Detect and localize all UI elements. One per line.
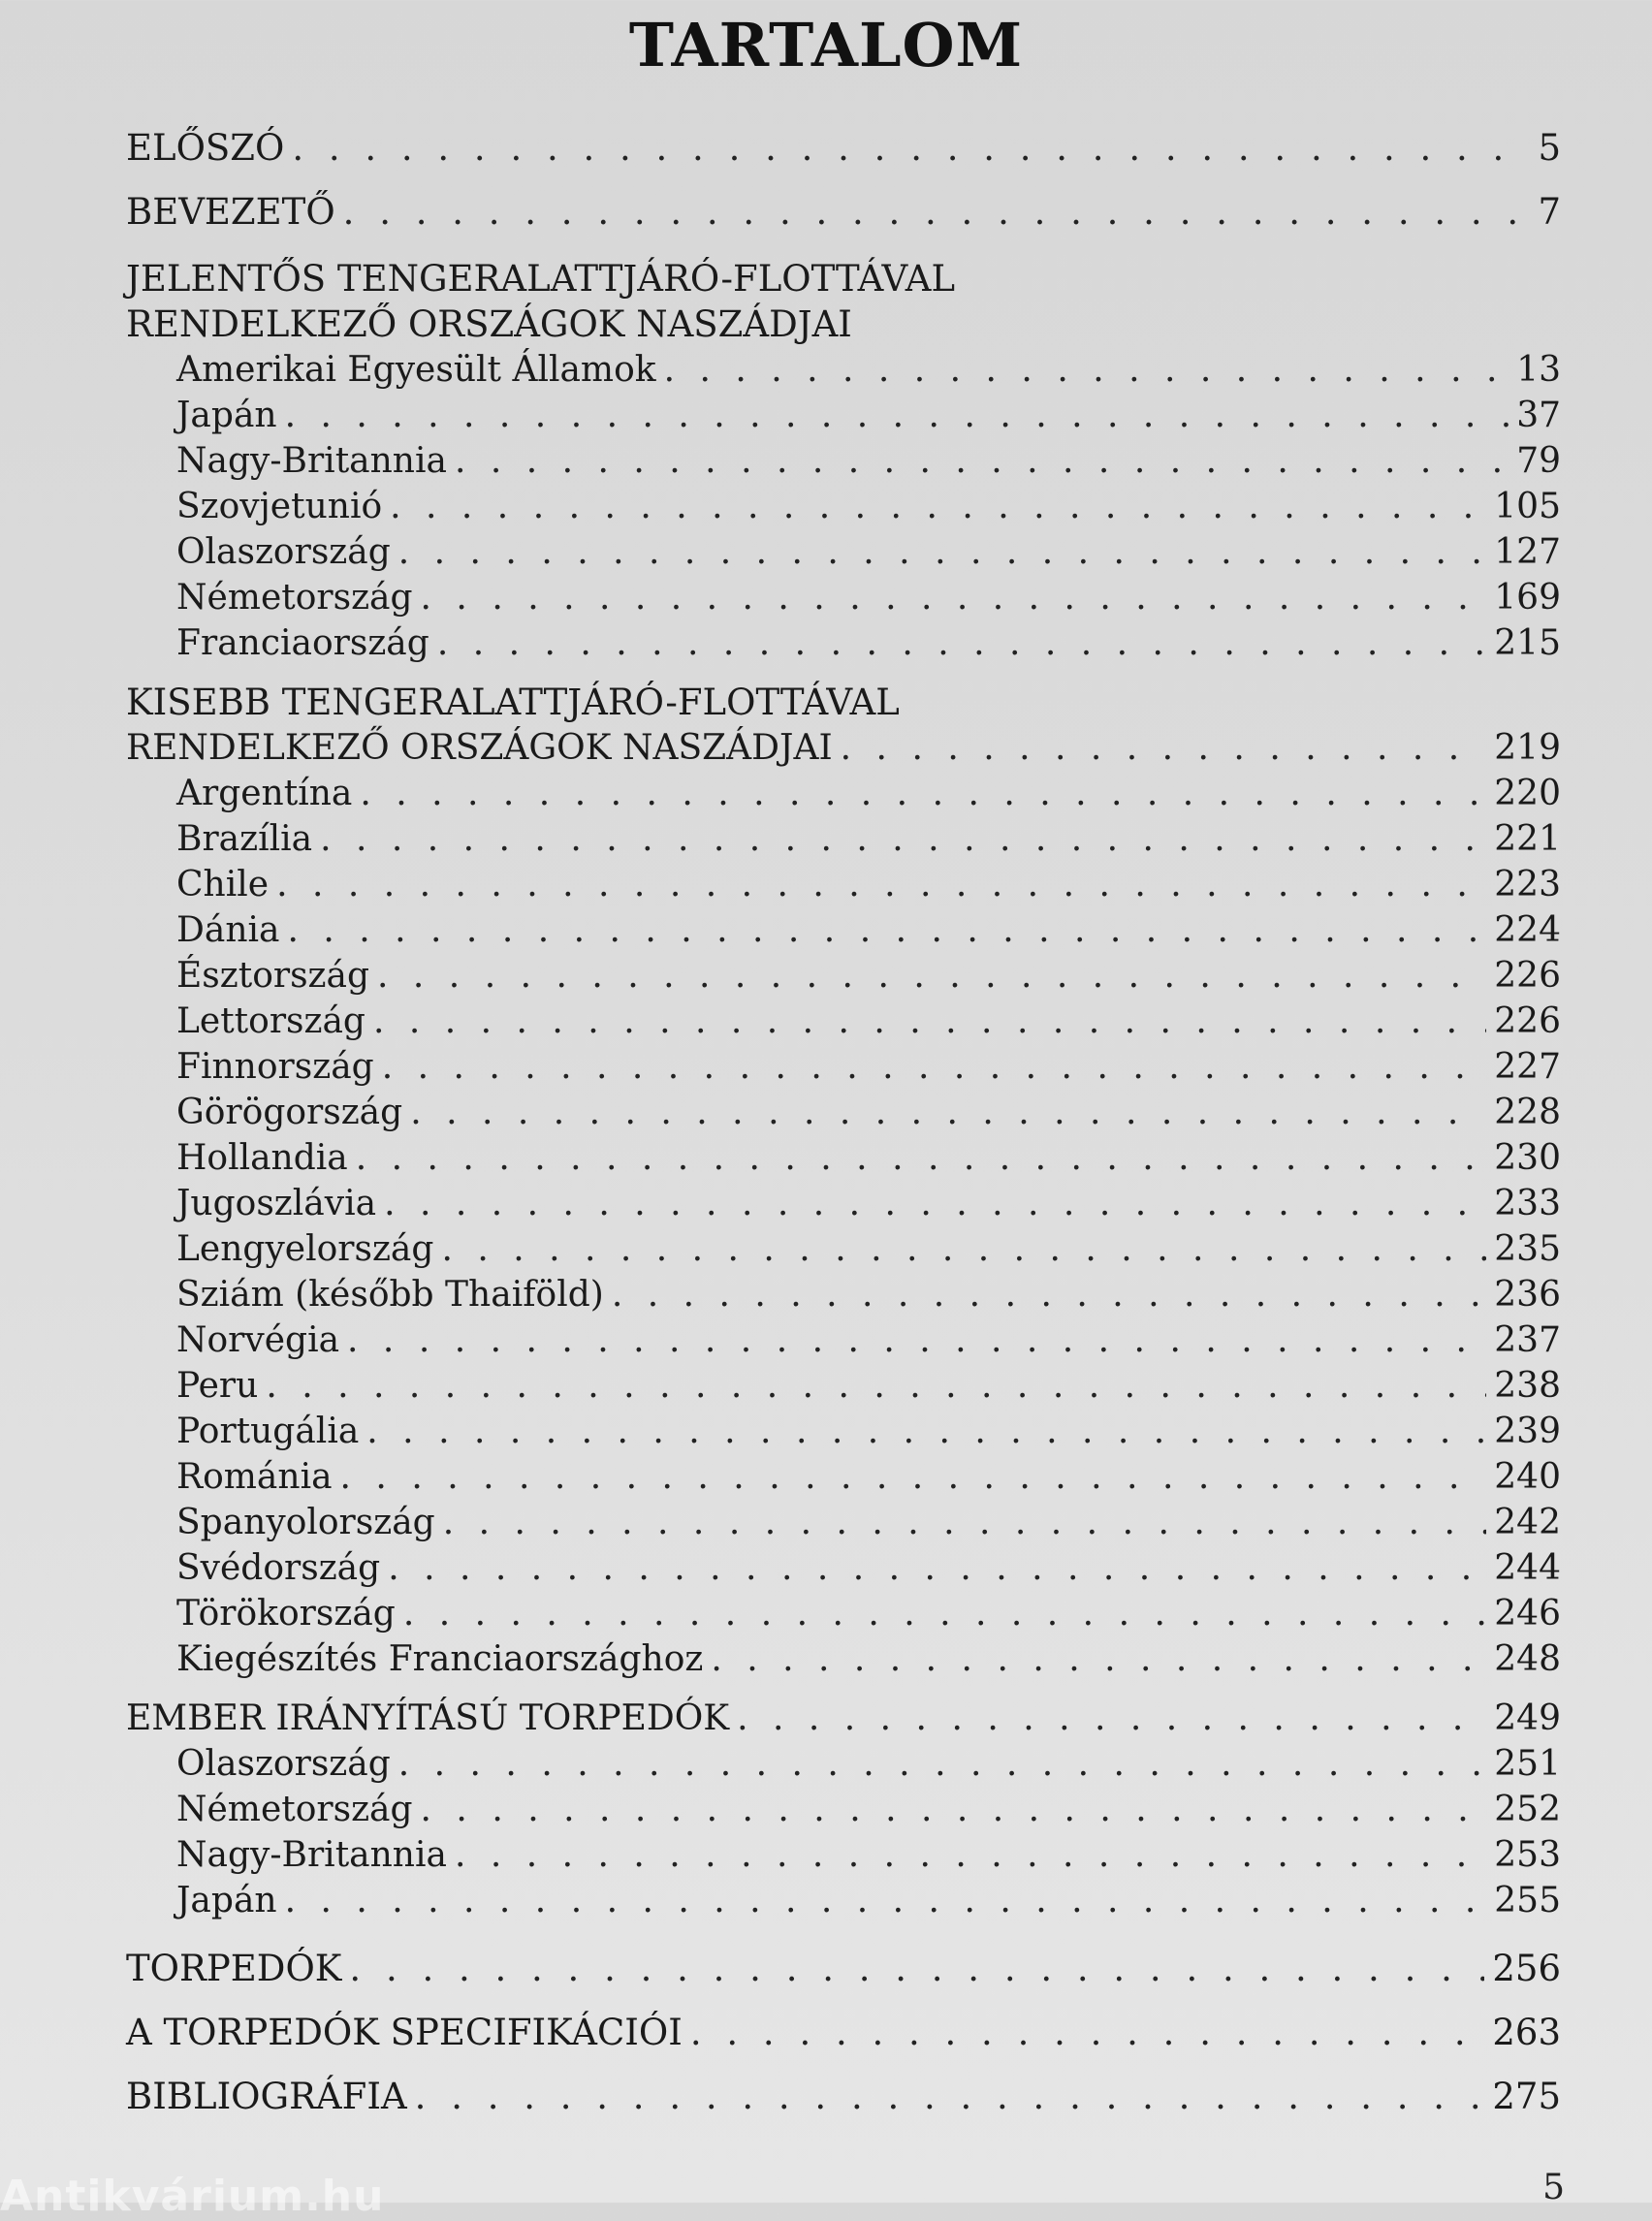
dot-leader	[441, 1226, 1486, 1272]
toc-entry-label: Argentína	[176, 774, 353, 813]
dot-leader	[612, 1272, 1486, 1317]
section-major-fleets-list	[126, 347, 1561, 666]
toc-entry-foreword	[126, 116, 1561, 180]
dot-leader	[343, 180, 1531, 244]
dot-leader	[366, 1409, 1486, 1454]
dot-leader	[382, 1044, 1487, 1090]
toc-entry	[126, 620, 1561, 666]
toc-entry-label: Görögország	[176, 1093, 403, 1132]
toc-entry-page: 239	[1494, 1412, 1561, 1451]
dot-leader	[360, 771, 1486, 816]
toc-entry	[126, 1272, 1561, 1317]
toc-entry-page: 256	[1492, 1948, 1561, 1989]
toc-entry	[126, 1454, 1561, 1500]
toc-entry-page: 249	[1494, 1698, 1561, 1738]
toc-entry-label: Olaszország	[176, 532, 391, 572]
toc-entry-label: Spanyolország	[176, 1503, 435, 1542]
toc-entry	[126, 953, 1561, 999]
toc-entry-label: BIBLIOGRÁFIA	[126, 2076, 407, 2117]
toc-entry-label: RENDELKEZŐ ORSZÁGOK NASZÁDJAI	[126, 728, 833, 768]
dot-leader	[340, 1454, 1487, 1500]
toc-entry-page: 127	[1494, 532, 1561, 572]
toc-entry-label: Portugália	[176, 1412, 360, 1451]
toc-entry	[126, 816, 1561, 862]
section-heading-minor-fleets-line2	[126, 725, 1561, 771]
section-heading-major-fleets-line2: RENDELKEZŐ ORSZÁGOK NASZÁDJAI	[126, 303, 852, 345]
toc-entry-label: Brazília	[176, 819, 313, 859]
dot-leader	[711, 1636, 1486, 1682]
toc-entry-page: 223	[1494, 865, 1561, 904]
toc-entry-page: 248	[1494, 1639, 1561, 1679]
toc-entry-torpedoes	[126, 1937, 1561, 2001]
toc-entry	[126, 1545, 1561, 1591]
toc-entry-label: Németország	[176, 1790, 413, 1829]
toc-entry	[126, 1409, 1561, 1454]
toc-entry	[126, 1636, 1561, 1682]
toc-entry-page: 253	[1494, 1835, 1561, 1875]
toc-entry-label: Szovjetunió	[176, 487, 383, 526]
dot-leader	[384, 1181, 1486, 1226]
toc-entry-label: Nagy-Britannia	[176, 1835, 447, 1875]
toc-entry-label: Észtország	[176, 956, 370, 996]
toc-entry-label: Lettország	[176, 1001, 365, 1041]
toc-entry-page: 236	[1494, 1275, 1561, 1315]
toc-entry-page: 244	[1494, 1548, 1561, 1588]
toc-entry-label: Peru	[176, 1366, 259, 1406]
dot-leader	[390, 484, 1486, 529]
toc-entry	[126, 1135, 1561, 1181]
dot-leader	[285, 393, 1509, 438]
toc-entry-page: 5	[1538, 127, 1561, 169]
toc-entry	[126, 1181, 1561, 1226]
toc-entry	[126, 907, 1561, 953]
toc-entry-page: 224	[1494, 910, 1561, 950]
table-of-contents	[126, 116, 1561, 2129]
dot-leader	[377, 953, 1486, 999]
dot-leader	[292, 116, 1530, 180]
watermark: Antikvárium.hu	[0, 2172, 385, 2221]
toc-entry	[126, 1226, 1561, 1272]
dot-leader	[388, 1545, 1486, 1591]
toc-entry-label: Németország	[176, 578, 413, 618]
toc-entry	[126, 1787, 1561, 1832]
toc-entry-page: 251	[1494, 1744, 1561, 1784]
dot-leader	[421, 575, 1487, 620]
toc-entry-label: Sziám (később Thaiföld)	[176, 1275, 604, 1315]
toc-entry	[126, 1044, 1561, 1090]
dot-leader	[276, 862, 1486, 907]
toc-entry	[126, 1090, 1561, 1135]
toc-entry	[126, 529, 1561, 575]
toc-entry-page: 233	[1494, 1184, 1561, 1223]
toc-entry-page: 235	[1494, 1229, 1561, 1269]
toc-entry	[126, 1500, 1561, 1545]
section-heading-manned-torpedoes	[126, 1696, 1561, 1741]
toc-entry-introduction	[126, 180, 1561, 244]
toc-entry-label: Japán	[176, 396, 277, 435]
toc-entry-label: Dánia	[176, 910, 280, 950]
toc-entry-label: Franciaország	[176, 623, 429, 663]
toc-entry	[126, 771, 1561, 816]
dot-leader	[285, 1878, 1487, 1923]
dot-leader	[737, 1696, 1486, 1741]
toc-entry	[126, 393, 1561, 438]
dot-leader	[403, 1591, 1486, 1636]
toc-entry-label: Olaszország	[176, 1744, 391, 1784]
section-minor-fleets-list	[126, 771, 1561, 1682]
toc-entry-label: Hollandia	[176, 1138, 348, 1178]
toc-entry	[126, 999, 1561, 1044]
dot-leader	[841, 725, 1487, 771]
section-heading-major-fleets-line1: JELENTŐS TENGERALATTJÁRÓ-FLOTTÁVAL	[126, 258, 956, 300]
dot-leader	[266, 1363, 1486, 1409]
toc-entry-label: Románia	[176, 1457, 333, 1497]
toc-entry-label: Törökország	[176, 1594, 396, 1634]
toc-entry	[126, 1878, 1561, 1923]
toc-entry	[126, 1591, 1561, 1636]
toc-entry-page: 215	[1494, 623, 1561, 663]
toc-entry-page: 263	[1492, 2012, 1561, 2053]
toc-entry-label: EMBER IRÁNYÍTÁSÚ TORPEDÓK	[126, 1698, 730, 1738]
toc-entry-label: Norvégia	[176, 1320, 340, 1360]
dot-leader	[455, 1832, 1486, 1878]
toc-entry-page: 246	[1494, 1594, 1561, 1634]
toc-entry-label: Amerikai Egyesült Államok	[176, 350, 656, 390]
toc-entry-page: 227	[1494, 1047, 1561, 1087]
dot-leader	[320, 816, 1486, 862]
toc-entry-page: 226	[1494, 956, 1561, 996]
dot-leader	[398, 1741, 1487, 1787]
toc-entry-page: 13	[1516, 350, 1561, 390]
toc-entry	[126, 1832, 1561, 1878]
toc-entry-label: BEVEZETŐ	[126, 191, 335, 233]
toc-entry-page: 252	[1494, 1790, 1561, 1829]
toc-entry-label: Nagy-Britannia	[176, 441, 447, 481]
dot-leader	[410, 1090, 1486, 1135]
dot-leader	[421, 1787, 1487, 1832]
toc-entry-label: Japán	[176, 1881, 277, 1920]
section-heading-minor-fleets-line1: KISEBB TENGERALATTJÁRÓ-FLOTTÁVAL	[126, 682, 900, 723]
dot-leader	[373, 999, 1486, 1044]
dot-leader	[398, 529, 1487, 575]
toc-entry-torpedo-specs	[126, 2001, 1561, 2065]
dot-leader	[349, 1937, 1484, 2001]
toc-entry-page: 242	[1494, 1503, 1561, 1542]
dot-leader	[347, 1317, 1486, 1363]
toc-entry-label: Lengyelország	[176, 1229, 434, 1269]
toc-entry-page: 37	[1516, 396, 1561, 435]
toc-entry-bibliography	[126, 2065, 1561, 2129]
toc-entry-label: Kiegészítés Franciaországhoz	[176, 1639, 704, 1679]
toc-entry-page: 230	[1494, 1138, 1561, 1178]
dot-leader	[664, 347, 1509, 393]
toc-entry-page: 105	[1494, 487, 1561, 526]
dot-leader	[356, 1135, 1487, 1181]
toc-entry-page: 7	[1538, 191, 1561, 233]
toc-entry-page: 240	[1494, 1457, 1561, 1497]
dot-leader	[437, 620, 1486, 666]
dot-leader	[288, 907, 1487, 953]
toc-entry-page: 275	[1492, 2076, 1561, 2117]
toc-entry-page: 255	[1494, 1881, 1561, 1920]
toc-entry-label: ELŐSZÓ	[126, 127, 285, 169]
toc-entry-page: 237	[1494, 1320, 1561, 1360]
toc-entry-page: 219	[1494, 728, 1561, 768]
toc-entry-label: Finnország	[176, 1047, 374, 1087]
dot-leader	[443, 1500, 1487, 1545]
toc-entry-page: 79	[1516, 441, 1561, 481]
toc-entry-page: 228	[1494, 1093, 1561, 1132]
toc-entry-label: Svédország	[176, 1548, 381, 1588]
section-manned-torpedoes-list	[126, 1741, 1561, 1923]
toc-entry-label: Chile	[176, 865, 270, 904]
toc-entry-page: 226	[1494, 1001, 1561, 1041]
toc-entry	[126, 484, 1561, 529]
toc-entry	[126, 575, 1561, 620]
toc-entry-label: A TORPEDÓK SPECIFIKÁCIÓI	[126, 2012, 683, 2053]
toc-entry	[126, 862, 1561, 907]
footer-page-number: 5	[1542, 2168, 1565, 2207]
toc-entry-label: TORPEDÓK	[126, 1948, 342, 1989]
dot-leader	[690, 2001, 1485, 2065]
toc-entry-label: Jugoszlávia	[176, 1184, 377, 1223]
toc-entry	[126, 1363, 1561, 1409]
page-title: TARTALOM	[628, 10, 1024, 80]
toc-entry	[126, 438, 1561, 484]
dot-leader	[455, 438, 1509, 484]
toc-entry-page: 238	[1494, 1366, 1561, 1406]
toc-entry	[126, 347, 1561, 393]
toc-entry	[126, 1317, 1561, 1363]
toc-entry-page: 221	[1494, 819, 1561, 859]
toc-entry	[126, 1741, 1561, 1787]
toc-entry-page: 169	[1494, 578, 1561, 618]
dot-leader	[415, 2065, 1485, 2129]
toc-entry-page: 220	[1494, 774, 1561, 813]
